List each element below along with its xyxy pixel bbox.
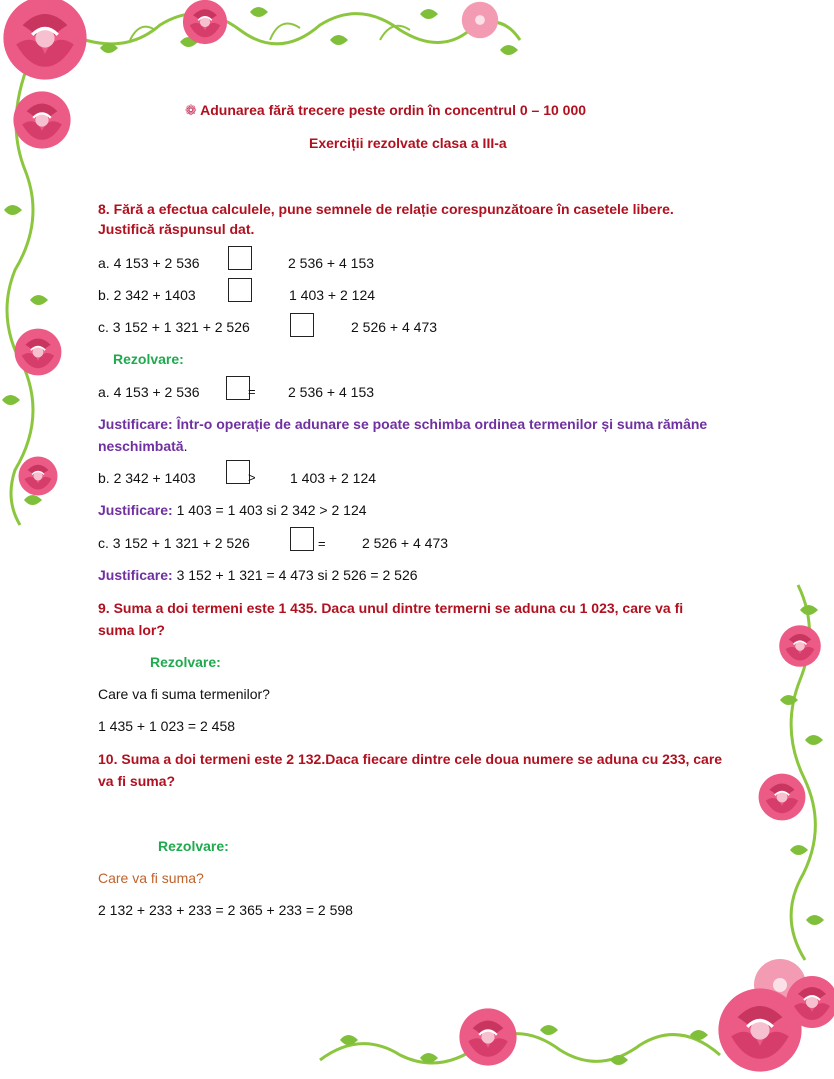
ex8-item-c-left: c. 3 152 + 1 321 + 2 526	[98, 319, 250, 335]
ex8-solution-a-box	[226, 376, 250, 400]
ex8-statement-line2: Justifică răspunsul dat.	[98, 221, 255, 237]
ex9-solution-label: Rezolvare:	[150, 654, 221, 670]
ex8-item-a-box[interactable]	[228, 246, 252, 270]
ex9-statement-line1: 9. Suma a doi termeni este 1 435. Daca unul dintre termerni se aduna cu 1 023, care va fi	[98, 600, 684, 616]
ex8-solution-c-left: c. 3 152 + 1 321 + 2 526	[98, 535, 250, 551]
ex10-statement-line1: 10. Suma a doi termeni este 2 132.Daca fiecare dintre cele doua numere se aduna cu 233, care	[98, 751, 723, 767]
ex8-item-c-right: 2 526 + 4 473	[351, 319, 438, 335]
ex8-item-b-box[interactable]	[228, 278, 252, 302]
ex9-question: Care va fi suma termenilor?	[98, 686, 270, 702]
ex8-justification-a-line1: Justificare: Într-o operație de adunare se poate schimba ordinea termenilor și suma rămâne	[98, 416, 708, 432]
ex9-calculation: 1 435 + 1 023 = 2 458	[98, 718, 236, 734]
ex8-solution-label: Rezolvare:	[113, 351, 184, 367]
ex8-statement-line1: 8. Fără a efectua calculele, pune semnele de relație corespunzătoare în casetele libere.	[98, 201, 674, 217]
ex8-solution-c-sign: =	[318, 536, 326, 551]
ex8-solution-a-right: 2 536 + 4 153	[288, 384, 375, 400]
ex8-item-b-left: b. 2 342 + 1403	[98, 287, 196, 303]
ex8-solution-c-box	[290, 527, 314, 551]
ex8-justification-c: Justificare: 3 152 + 1 321 = 4 473 si 2 526 = 2 526	[98, 567, 418, 583]
page-subtitle: Exerciții rezolvate clasa a III-a	[309, 135, 507, 151]
rose-icon: ❁	[185, 102, 197, 118]
ex10-calculation: 2 132 + 233 + 233 = 2 365 + 233 = 2 598	[98, 902, 353, 918]
ex8-solution-a-left: a. 4 153 + 2 536	[98, 384, 200, 400]
ex8-item-a-right: 2 536 + 4 153	[288, 255, 375, 271]
ex10-solution-label: Rezolvare:	[158, 838, 229, 854]
ex8-justification-a-line2: neschimbată.	[98, 438, 188, 454]
ex8-item-b-right: 1 403 + 2 124	[289, 287, 376, 303]
ex8-solution-b-box	[226, 460, 250, 484]
ex8-solution-b-right: 1 403 + 2 124	[290, 470, 377, 486]
ex8-item-a-left: a. 4 153 + 2 536	[98, 255, 200, 271]
ex10-question: Care va fi suma?	[98, 870, 204, 886]
ex8-solution-a-sign: =	[248, 384, 256, 399]
ex8-justification-b: Justificare: 1 403 = 1 403 si 2 342 > 2 124	[98, 502, 367, 518]
ex10-statement-line2: va fi suma?	[98, 773, 176, 789]
ex8-solution-b-sign: >	[248, 470, 256, 485]
ex9-statement-line2: suma lor?	[98, 622, 165, 638]
ex8-solution-c-right: 2 526 + 4 473	[362, 535, 449, 551]
ex8-item-c-box[interactable]	[290, 313, 314, 337]
page-title: ❁ Adunarea fără trecere peste ordin în concentrul 0 – 10 000	[185, 102, 587, 118]
ex8-solution-b-left: b. 2 342 + 1403	[98, 470, 196, 486]
